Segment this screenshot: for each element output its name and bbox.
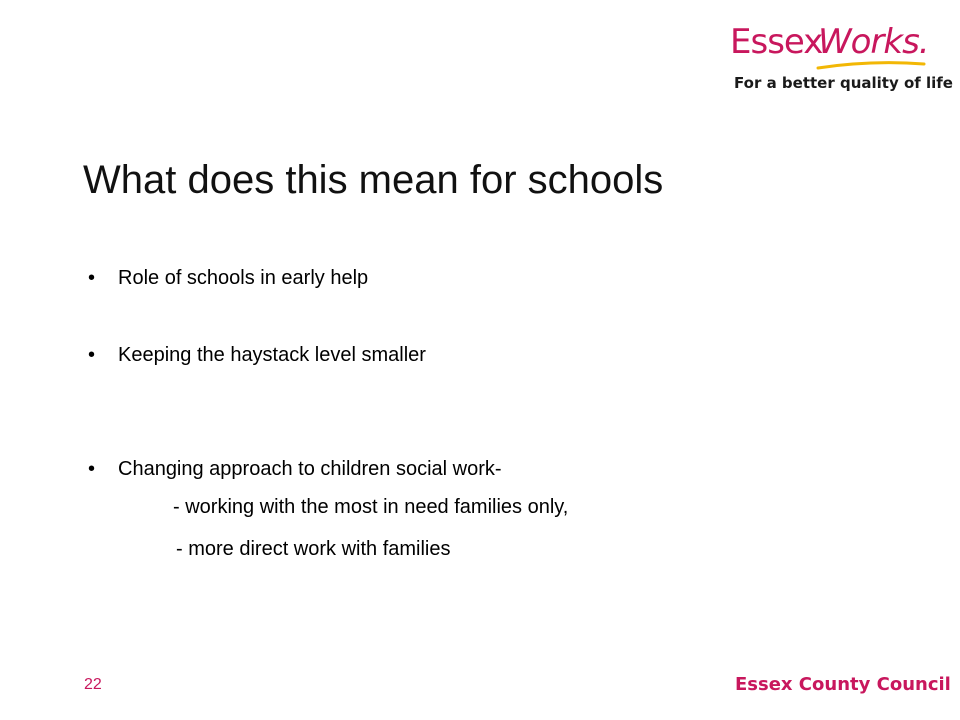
essexworks-logo <box>730 18 953 98</box>
slide-number: 22 <box>84 676 102 693</box>
bullet-dot-icon: • <box>88 267 96 289</box>
sub-point: - more direct work with families <box>176 538 451 560</box>
slide-title: What does this mean for schools <box>83 158 664 202</box>
footer-organization: Essex County Council <box>735 674 951 695</box>
bullet-dot-icon: • <box>88 458 96 480</box>
bullet-dot-icon: • <box>88 344 96 366</box>
logo-word-works: Works. <box>818 22 929 62</box>
logo-wordmark <box>730 18 935 66</box>
sub-point: - working with the most in need families only, <box>173 496 569 518</box>
logo-tagline: For a better quality of life <box>734 74 953 92</box>
bullet-text: Role of schools in early help <box>118 267 369 289</box>
logo-word-essex: Essex <box>730 22 823 62</box>
logo-swoosh-icon <box>816 58 926 72</box>
bullet-text: Keeping the haystack level smaller <box>118 344 426 366</box>
bullet-text: Changing approach to children social work- <box>118 458 502 480</box>
